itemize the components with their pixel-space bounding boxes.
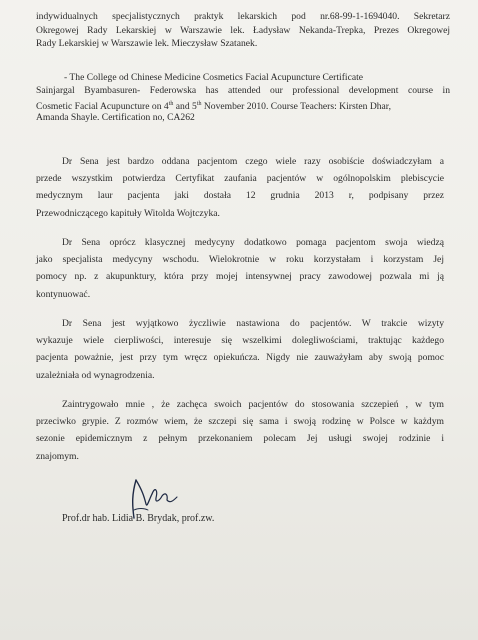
text-line: kontynuować.	[36, 289, 91, 300]
text-line-with-superscript	[36, 98, 391, 113]
text-line: jako specjalista medycyny wschodu. Wielokrotnie w roku korzystałam i korzystam Jej	[36, 254, 444, 265]
text-line: znajomym.	[36, 451, 79, 462]
text-fragment: and 5	[173, 101, 197, 113]
text-line: pacjenta poważnie, jest przy tym wręcz opiekuńcza. Nigdy nie zauważyłam aby swoją pomoc	[36, 352, 444, 363]
text-line: medycznym laur pacjenta jaki dostała 12 grudnia 2013 r, podpisany przez	[36, 190, 444, 201]
text-line: - The College od Chinese Medicine Cosmetics Facial Acupuncture Certificate	[64, 72, 364, 83]
text-line: przede wszystkim potwierdza Certyfikat zaufania pacjentów w ogólnopolskim plebiscycie	[36, 173, 444, 184]
text-line: Przewodniczącego kapituły Witolda Wojtczyka.	[36, 208, 220, 219]
text-line: sezonie epidemicznym z pełnym przekonaniem polecam Jej usługi swojej rodzinie i	[36, 433, 444, 444]
text-fragment: Cosmetic Facial Acupuncture on 4	[36, 101, 169, 113]
text-line: Dr Sena oprócz klasycznej medycyny dodatkowo pomaga pacjentom swoja wiedzą	[62, 237, 444, 248]
text-line: Amanda Shayle. Certification no, CA262	[36, 112, 195, 123]
text-line: wykazuje wiele cierpliwości, interesuje się wszelkimi dolegliwościami, traktując każdego	[36, 335, 444, 346]
text-line: Sainjargal Byambasuren- Federowska has attended our professional development course in	[36, 85, 450, 96]
text-line: Okregowej Rady Lekarskiej w Warszawie lek. Ładysław Nekanda-Trepka, Prezes Okregowej	[36, 25, 450, 36]
text-line: indywidualnych specjalistycznych praktyk lekarskich pod nr.68-99-1-1694040. Sekretarz	[36, 11, 450, 22]
ordinal-suffix: th	[168, 101, 174, 107]
text-line: Rady Lekarskiej w Warszawie lek. Mieczysław Szatanek.	[36, 38, 258, 49]
signatory-name: Prof.dr hab. Lidia B. Brydak, prof.zw.	[62, 513, 215, 524]
text-fragment: November 2010. Course Teachers: Kirsten Dhar,	[201, 101, 392, 113]
text-line: Dr Sena jest wyjątkowo życzliwie nastawiona do pacjentów. W trakcie wizyty	[62, 318, 444, 329]
text-line: Zaintrygowało mnie , że zachęca swoich pacjentów do stosowania szczepień , w tym	[62, 399, 444, 410]
text-line: przeciwko grypie. Z rozmów wiem, że szczepi się sama i swoją rodzinę w Polsce w każdym	[36, 416, 444, 427]
text-line: Dr Sena jest bardzo oddana pacjentom czego wiele razy osobiście doświadczyłam a	[62, 156, 444, 167]
ordinal-suffix: th	[196, 101, 202, 107]
text-line: pomocy np. z akupunktury, która przy mojej intensywnej pracy zawodowej pozwala mi ją	[36, 271, 444, 282]
text-line: uzależniała od wynagrodzenia.	[36, 370, 155, 381]
